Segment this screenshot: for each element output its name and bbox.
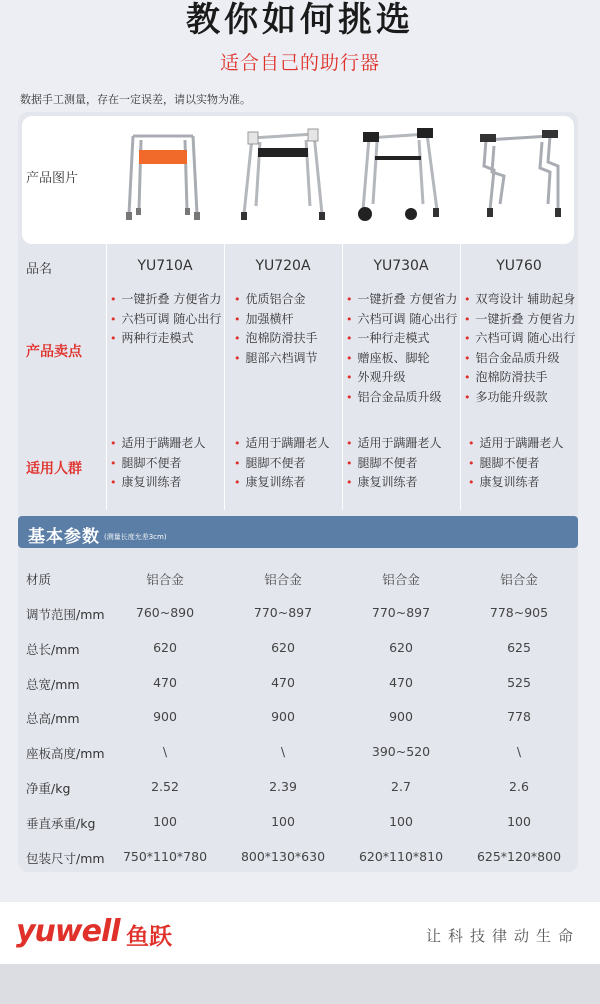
brand-logo-cn: 鱼跃 <box>126 924 172 950</box>
audience-item: • 适用于蹒跚老人 <box>346 434 442 454</box>
feature-item: • 泡棉防滑扶手 <box>234 329 318 349</box>
param-value: 470 <box>271 675 295 690</box>
param-value: 800*130*630 <box>240 849 326 864</box>
audience-item: • 康复训练者 <box>234 473 330 493</box>
audience-item: • 适用于蹒跚老人 <box>234 434 330 454</box>
param-value: \ <box>516 744 522 759</box>
params-title: 基本参数 <box>28 527 100 547</box>
feature-item: • 铝合金品质升级 <box>464 349 575 369</box>
audience-item: • 康复训练者 <box>110 473 206 493</box>
param-value: 铝合金 <box>500 572 538 587</box>
param-value: 铝合金 <box>264 572 302 587</box>
audience-item: • 腿脚不便者 <box>346 454 442 474</box>
image-row-label: 产品图片 <box>26 171 79 186</box>
model-name: YU760 <box>496 258 542 274</box>
audience-list <box>234 434 330 493</box>
param-value: 525 <box>507 675 531 690</box>
param-label: 调节范围/mm <box>26 607 105 622</box>
column-divider <box>224 244 225 510</box>
param-value: \ <box>162 744 168 759</box>
model-name: YU710A <box>137 258 193 274</box>
feature-item: • 多功能升级款 <box>464 388 575 408</box>
audience-item: • 腿脚不便者 <box>110 454 206 474</box>
param-value: 625*120*800 <box>476 849 562 864</box>
audience-list <box>110 434 206 493</box>
feature-item: • 一键折叠 方便省力 <box>346 290 457 310</box>
param-value: 900 <box>271 709 295 724</box>
param-label: 总宽/mm <box>26 677 80 692</box>
param-label: 垂直承重/kg <box>26 816 96 831</box>
feature-item: • 六档可调 随心出行 <box>346 310 457 330</box>
param-value: 2.7 <box>391 779 411 794</box>
param-value: 470 <box>389 675 413 690</box>
param-label: 座板高度/mm <box>26 746 105 761</box>
feature-list <box>110 290 221 349</box>
param-value: \ <box>280 744 286 759</box>
param-value: 100 <box>271 814 295 829</box>
param-value: 900 <box>389 709 413 724</box>
audience-item: • 腿脚不便者 <box>468 454 564 474</box>
param-label: 材质 <box>26 572 52 587</box>
audience-row-label: 适用人群 <box>26 461 82 477</box>
feature-item: • 两种行走模式 <box>110 329 221 349</box>
walker-yu710a-image <box>113 126 221 230</box>
feature-item: • 双弯设计 辅助起身 <box>464 290 575 310</box>
feature-item: • 外观升级 <box>346 368 457 388</box>
param-value: 778 <box>507 709 531 724</box>
param-value: 470 <box>153 675 177 690</box>
param-value: 2.6 <box>509 779 529 794</box>
features-row-label: 产品卖点 <box>26 344 82 360</box>
param-value: 390~520 <box>371 744 431 759</box>
audience-item: • 腿脚不便者 <box>234 454 330 474</box>
feature-item: • 一键折叠 方便省力 <box>110 290 221 310</box>
param-value: 2.52 <box>151 779 179 794</box>
param-value: 铝合金 <box>382 572 420 587</box>
param-value: 770~897 <box>371 605 431 620</box>
param-value: 2.39 <box>269 779 297 794</box>
param-value: 620 <box>389 640 413 655</box>
audience-item: • 适用于蹒跚老人 <box>468 434 564 454</box>
param-value: 620*110*810 <box>358 849 444 864</box>
feature-item: • 一键折叠 方便省力 <box>464 310 575 330</box>
column-divider <box>342 244 343 510</box>
param-value: 620 <box>153 640 177 655</box>
feature-item: • 优质铝合金 <box>234 290 318 310</box>
feature-item: • 泡棉防滑扶手 <box>464 368 575 388</box>
brand-slogan: 让科技律动生命 <box>425 927 580 945</box>
param-label: 净重/kg <box>26 781 71 796</box>
param-label: 包装尺寸/mm <box>26 851 105 866</box>
param-value: 750*110*780 <box>122 849 208 864</box>
audience-list <box>468 434 564 493</box>
feature-item: • 六档可调 随心出行 <box>110 310 221 330</box>
audience-item: • 康复训练者 <box>468 473 564 493</box>
feature-list <box>464 290 575 408</box>
column-divider <box>106 244 107 510</box>
model-name: YU720A <box>255 258 311 274</box>
param-value: 625 <box>507 640 531 655</box>
measurement-disclaimer: 数据手工测量，存在一定误差，请以实物为准。 <box>20 93 251 106</box>
param-value: 760~890 <box>135 605 195 620</box>
param-value: 100 <box>507 814 531 829</box>
audience-list <box>346 434 442 493</box>
bottom-bar <box>0 964 600 1004</box>
model-name: YU730A <box>373 258 429 274</box>
walker-yu760-image <box>464 126 572 230</box>
model-row-label: 品名 <box>26 262 53 277</box>
walker-yu730a-image <box>345 126 453 230</box>
feature-list <box>234 290 318 368</box>
param-value: 铝合金 <box>146 572 184 587</box>
feature-item: • 赠座板、脚轮 <box>346 349 457 369</box>
audience-item: • 适用于蹒跚老人 <box>110 434 206 454</box>
feature-list <box>346 290 457 408</box>
brand-logo: yuwell <box>16 914 120 949</box>
params-note: (测量长度允差3cm) <box>104 533 167 541</box>
param-value: 770~897 <box>253 605 313 620</box>
params-header-band <box>18 516 578 548</box>
param-label: 总高/mm <box>26 711 80 726</box>
param-value: 778~905 <box>489 605 549 620</box>
audience-item: • 康复训练者 <box>346 473 442 493</box>
page-title: 教你如何挑选 <box>186 0 414 40</box>
param-value: 100 <box>153 814 177 829</box>
feature-item: • 铝合金品质升级 <box>346 388 457 408</box>
param-value: 620 <box>271 640 295 655</box>
page-subtitle: 适合自己的助行器 <box>219 52 380 74</box>
walker-yu720a-image <box>230 126 338 230</box>
feature-item: • 一种行走模式 <box>346 329 457 349</box>
param-value: 900 <box>153 709 177 724</box>
feature-item: • 六档可调 随心出行 <box>464 329 575 349</box>
param-label: 总长/mm <box>26 642 80 657</box>
feature-item: • 加强横杆 <box>234 310 318 330</box>
feature-item: • 腿部六档调节 <box>234 349 318 369</box>
param-value: 100 <box>389 814 413 829</box>
column-divider <box>460 244 461 510</box>
